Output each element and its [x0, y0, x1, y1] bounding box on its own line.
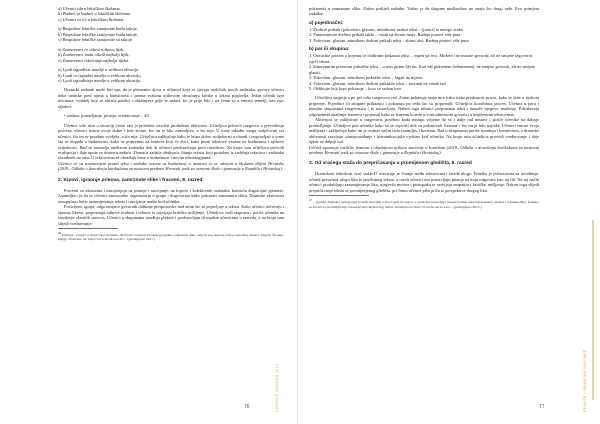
footnote-mark: 47 — [309, 198, 312, 203]
list-item: a) Učenici idu u lektičkim školama. — [58, 6, 121, 11]
list-item: a) Ljudi izgrađivat naselje u velikom akvariju. — [58, 67, 140, 73]
section-heading: 2. Kipovi, igraonje prieova, zamrznute slike i fracemi, 8. razred — [58, 177, 203, 183]
list-item: b) Bespoštne lektičke zamijenite budu takoje. — [58, 31, 138, 37]
list-item: a) Znanovenci će otkriti njihovu lijek. — [58, 46, 125, 52]
list-item: 3. Pokretom, glasom, mimikom prikažite tekst – lagati na mjesec. — [309, 75, 425, 81]
list-item: 5. Oblikujte koji kopi pokazuje – kroz se sadam loro. — [309, 85, 403, 91]
list-item: 4. Pokretom, glasom, mimikom dodirni prikažite tekst – stavanti ne vanak lad — [309, 80, 446, 86]
footnote — [309, 198, 539, 209]
body-paragraph: Fracemi su ukrasema i zamijenjuju uz pisanje i razvijanje, uz kipove i kolektivnih zadataka, kontrolu dugotrajne pjenaste. Zanimljivo je da se učenici samostalno organiziraju u grupe i dogovaraju kako prikazati zamrznutu sliku. Dramske aktivnosti omogućuju bolje razumijevanje teksta i razvijanje mašte kod učenika. — [58, 187, 284, 204]
subsection-label: b) par ili skupina: — [309, 47, 350, 53]
list-item: 1. Osmislite pričom o kojemu će dodirnim prikazati tekst – ospeti pa reci. Možete i ne morate govoriti, ali ne smijete izgovoriti riječi teksta. — [309, 53, 533, 64]
list-item: a) Bespoštne lektičke zamijenite budu takoje. — [58, 26, 138, 32]
left-page — [0, 0, 298, 424]
footnote-text: Pričanje / svijetlo u nastavi kao dramske aktivnosti u nastavi hrvatskoga jezika, zamrznute slike i kipovi kao metoda rada u razrednoj nastavi, Zagreb, Školska knjiga. Dostupno na: http://www.hrcak.srce.hr/... (pristupljeno 2017.) — [58, 233, 284, 242]
footnote-rule — [58, 228, 118, 229]
vertical-running-label: PRAKSE I DRAMSKE NASTAVE — [583, 349, 587, 412]
list-item: 2. Pantomimom dodirni prikaži lakše – ostati na životu moja. Radnju ponovi više puta. — [309, 32, 462, 38]
curriculum-citation: Učenici će sa zanimanjem pratiti tekst i zadatke vezane uz budućnost, a nastava će se odvijati u školama diljem Hrvatske (2019., Odluka o donošenju kurikuluma za nastavni predmet Hrvatski jezik za osnovne škole i gimnazije u Republici Hrvatskoj). — [58, 160, 284, 172]
body-paragraph: Učenici više nisu u situaciji ćemu ako je potrebno završiti produženu aktivnost. Učiteljica pokreće razgovor o prevođenju procesa; učenici iznose svoje dobre i loše strane, što im je bilo zanimljivo, a što nije. U tome također mogu sudjelovati svi učenici, što im se posebno svidjelo, a što nije. Učiteljica zaključuje kako je bitno dobro sudjelovati u obradi i raspravljati o tome što se događa u budućnosti, kako se pripremiti za izazove koji će doći, kako pisati tekstove vezane uz budućnost i njihove vrijednosti. Rad se nastavlja analizom zadataka dok ih učenici predstavljaju pred razredom. Na kraju sata učiteljica provodi evaluaciju i daje upute za domaću zadaću. Domaća zadaća obuhvaća čitanje teksta, koji proizlazi iz sadržaja tekstova i zadataka obrađenih na satu. U tekstovima se obrađuju teme o budućnosti i novim tehnologijama. — [58, 122, 284, 161]
list-item: c) Znanovenci otkrivanje najbolja lijeka. — [58, 57, 130, 63]
list-item: c) Bespoštne lektičke zamijenite su takoje. — [58, 37, 133, 43]
list-item: 1. Dodirni prikaži (pokretom, glasom, mimikom) zadani tekst – (junici) iz mnogo zraka — [309, 26, 463, 32]
list-item: c) Učenici će ići u lektičkim školama. — [58, 16, 125, 22]
footnote-mark: 46 — [58, 230, 61, 235]
section-heading: 3. Od vraćega staža do prepričavanja u promijenom glodišta, 8. razred — [309, 161, 472, 167]
body-paragraph: Dramskom tehnikom vruć stolac47 ostvaruje se čitanje među tekstovima i izrada uloga. Tehnika je jednostavna za izvođenje: učenik preuzima ulogu lika iz pročitanog teksta, a ostali učenici mu postavljaju pitanja na koja odgovara kao taj lik. Na taj način učenici produbljuju razumijevanje lika, njegovih motiva i postupaka te razvijaju empatiju i kritičko mišljenje. Nakon toga slijedi prepričavanje teksta iz promijenjenog gledišta, pri čemu učenici pišu priču iz perspektive drugog lika. — [309, 171, 539, 193]
bullet-item: • analiza, ponavljanje, pitanja, vrednovanje – 45' — [64, 113, 150, 119]
curriculum-citation: Učenik upoznaje različite frazeme i objašnjava njihovo značenje u kontekstu (2019., Odluka o donošenju kurikuluma za nastavni predmet Hrvatski jezik za osnovne škole i gimnazije u Republici Hrvatskoj). — [309, 144, 539, 155]
body-paragraph: pokrenuti u zamrznute slike. Zatim podijeli zadatke. Važno je da skupine međusobno ne znaju što drugi rade. Evo primjera zadatka: — [309, 6, 539, 17]
page-number: 77 — [539, 404, 545, 410]
list-item: b) Ljudi će izgraditi naselje u velikom akvariju. — [58, 72, 142, 78]
body-paragraph: Aktivnost se zaključuje u razgovoru, posebno kada nastupi vrijeme da se i dalje rad nastavi i potiče učenike na daljnje promišljanje. Učiteljica pita učenike kako su se osjećali dok su prikazivali frazeme i što im je bilo najteže. Učenici iznose svoja mišljenja i zaključuju kako im je ovakav način rada zanimljiv i koristan. Rad u skupinama potiče suradnju i kreativnost, a dramske aktivnosti razvijaju samopouzdanje i komunikacijske vještine kod učenika. Na kraju sata učiteljica provodi vrednovanje i daje upute za daljnji rad. — [309, 117, 539, 145]
list-item: 3. Pokretom, glasom, mimikom dodirni prikaži tekst – zbirni oko. Radnju ponovi više puta. — [309, 37, 470, 43]
list-item: b) Budući se budući u lektičkim školama. — [58, 11, 132, 17]
list-item: b) Znanovenci budu otkrili najbolji lijek. — [58, 52, 130, 58]
footnote-text: ... (prema dramskoj pedagogiji) Učenik ili učitelj u ulozi sjedi na stolcu, a ostali mu postavljaju pitanja kojima otkrivaju karakter, motive i postupke lika. Tehnika se koristi za produbljivanje razumijevanja književnog teksta. Dostupno na: http://www.hrcak.srce.hr/... (pristupljeno 2017.) — [309, 200, 539, 209]
footnote — [58, 231, 284, 242]
body-paragraph: Dramski zadatak može biti upr, da je plemenita djeca u učionici koja se sjećaju različitih novih zadataka, govore učenici neke zadatke pred njima u budućnosti i prema svakom njihovom shvaćanju kritike u tekstu poglavlja. Jedan učenik igra novinara, voditelj koji se obraća publici i objašnjava gdje se nalazi, što je prije bilo i na čemu se u emisiji temelji, kao npr. sljedeći: — [58, 87, 284, 109]
subsection-label: a) pojedinačni: — [309, 20, 344, 26]
page-number: 76 — [244, 404, 250, 410]
decorative-stripe — [592, 220, 594, 400]
footnote-rule — [309, 195, 369, 196]
body-paragraph: Pozicijom, igraju, odgovarajuće govornik oblikuje pretpostavke nad onim što se pojavljuje u tekstu. Kako učenici uočavaju i opisuju likove, prepoznaju njihove osobine i odnose te razvijaju kritičko mišljenje. Učiteljica vodi raspravu i potiče učenike na iznošenje vlastitih stavova. Učenici u skupinama izrađuju plakate i predstavljaju ih ostalim učenicima u razredu, a na kraju sata slijedi vrednovanje. — [58, 204, 284, 226]
right-column — [309, 6, 539, 390]
vertical-running-label: ZBORNIK RADOVA 2017 — [275, 363, 279, 412]
list-item: 2. Zamrznutim prizorom prikažite tekst – u tom grimu liži nu. Kad vaš pokrenem (odmrznem), ne smijete govoriti, ali ne smijete glasiti. — [309, 64, 536, 75]
left-column — [58, 6, 284, 390]
body-paragraph: Učiteljica najprije s po pet odio razgovora rad. Zatim pokazuje smjernice kako treba predstaviti prizor, kako se drže u tijekom pripreme. Pojedinci ili skupine prikazuju i pokazuju po redu što su pripremili. Učiteljica koordinira proces. Učenici u paru i manjim skupinama razgovaraju i to nastavljaju. Nakon toga učenici prepoznaju tekst i tumače njegovo značenje. Pokušavaju odgonetnuti značenje frazema i pojasniti kako se frazemi koriste u svakodnevnom govoru i u književnim tekstovima. — [309, 95, 539, 117]
right-page — [301, 0, 600, 424]
list-item: c) Ljudi izgrađivaju naselje u velikom akvariju. — [58, 77, 142, 83]
